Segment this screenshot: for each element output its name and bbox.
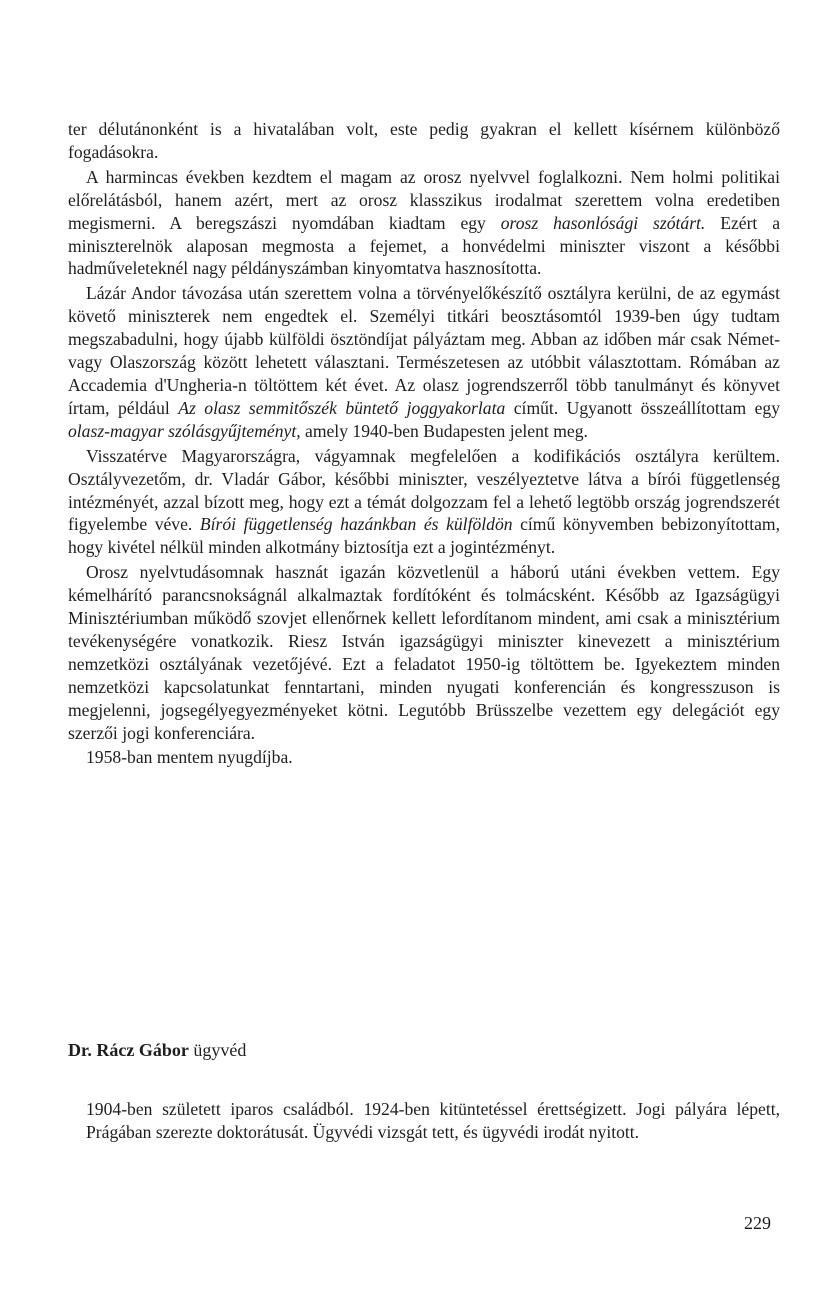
bio-paragraph: 1904-ben született iparos családból. 1924-ben kitüntetéssel érettségizett. Jogi pályára lépett, Prágában szerezte doktorátusát. Ügyvédi vizsgát tett, és ügyvédi irodát nyitott.: [86, 1099, 780, 1142]
italic-title: olasz-magyar szólásgyűjteményt,: [68, 420, 301, 441]
text-run: című könyvemben bebizonyítottam, hogy kivétel nélkül minden alkotmány biztosítja ezt a jogintézményt.: [68, 514, 781, 558]
text-run: Lázár Andor távozása után szerettem volna a törvényelőkészítő osztályra kerülni, de az egymást követő miniszterek nem engedtek el. Személyi titkári beosztásomtól 1939-ben úgy tudtam megszabadulni, hogy újabb külföldi ösztöndíjat pályáztam meg. Abban az időben már csak Német- vagy Olaszország között lehetett választani. Természetesen az utóbbit választottam. Rómában az Accademia d'Ungheria-n töltöttem két évet. Az olasz jogrendszerről több tanulmányt és könyvet írtam, például: [68, 283, 780, 418]
paragraph: [68, 282, 780, 442]
heading-role: ügyvéd: [188, 1040, 247, 1060]
text-run: címűt. Ugyanott összeállítottam egy: [505, 397, 781, 418]
paragraph: [68, 746, 780, 769]
text-run: Orosz nyelvtudásomnak hasznát igazán közvetlenül a háború utáni években vettem. Egy kémelhárító parancsnokságnál alkalmaztak fordítóként és tolmácsként. Később az Igazságügyi Minisztériumban működő szovjet ellenőrnek kellett lefordítanom mindent, ami csak a minisztérium tevékenységére vonatkozik. Riesz István igazságügyi miniszter kinevezett a minisztérium nemzetközi osztályának vezetőjévé. Ezt a feladatot 1950-ig töltöttem be. Igyekeztem minden nemzetközi kapcsolatunkat fenntartani, minden nyugati konferencián és kongresszuson is megjelenni, jogsegélyegyezményeket kötni. Legutóbb Brüsszelbe vezettem egy delegációt egy szerzői jogi konferenciára.: [68, 562, 780, 743]
bio-text: [86, 1098, 780, 1144]
heading-name: Dr. Rácz Gábor: [68, 1040, 189, 1060]
paragraph: [68, 561, 780, 744]
main-text: [68, 118, 780, 769]
italic-title: orosz hasonlósági szótárt.: [500, 212, 706, 233]
paragraph: [68, 166, 780, 281]
text-run: ter délutánonként is a hivatalában volt, este pedig gyakran el kellett kísérnem különböző fogadásokra.: [68, 119, 780, 162]
text-run: 1958-ban mentem nyugdíjba.: [86, 747, 293, 768]
text-run: Ezért a miniszterelnök alaposan megmosta a fejemet, a honvédelmi miniszter viszont a későbbi hadműveleteknél nagy példányszámban kinyomtatva hasznosította.: [68, 212, 781, 279]
paragraph: [68, 118, 780, 164]
text-run: amely 1940-ben Budapesten jelent meg.: [300, 420, 588, 441]
page-number: 229: [744, 1213, 771, 1233]
text-run: Visszatérve Magyarországra, vágyamnak megfelelően a kodifikációs osztályra kerültem. Osztályvezetőm, dr. Vladár Gábor, későbbi miniszter, veszélyeztetve látva a bírói függetlenség intézményét, azzal bízott meg, hogy ezt a témát dolgozzam fel a lehető legtöbb ország jogrendszerét figyelembe véve.: [68, 445, 780, 535]
italic-title: Bírói függetlenség hazánkban és külföldön: [199, 514, 513, 535]
text-run: A harmincas években kezdtem el magam az orosz nyelvvel foglalkozni. Nem holmi politikai előrelátásból, hanem azért, mert az orosz klasszikus irodalmat szerettem volna eredetiben megismerni. A beregszászi nyomdában kiadtam egy: [68, 166, 780, 233]
paragraph: [68, 445, 780, 560]
italic-title: Az olasz semmitőszék büntető joggyakorlata: [178, 397, 506, 418]
section-heading: [68, 1040, 246, 1061]
